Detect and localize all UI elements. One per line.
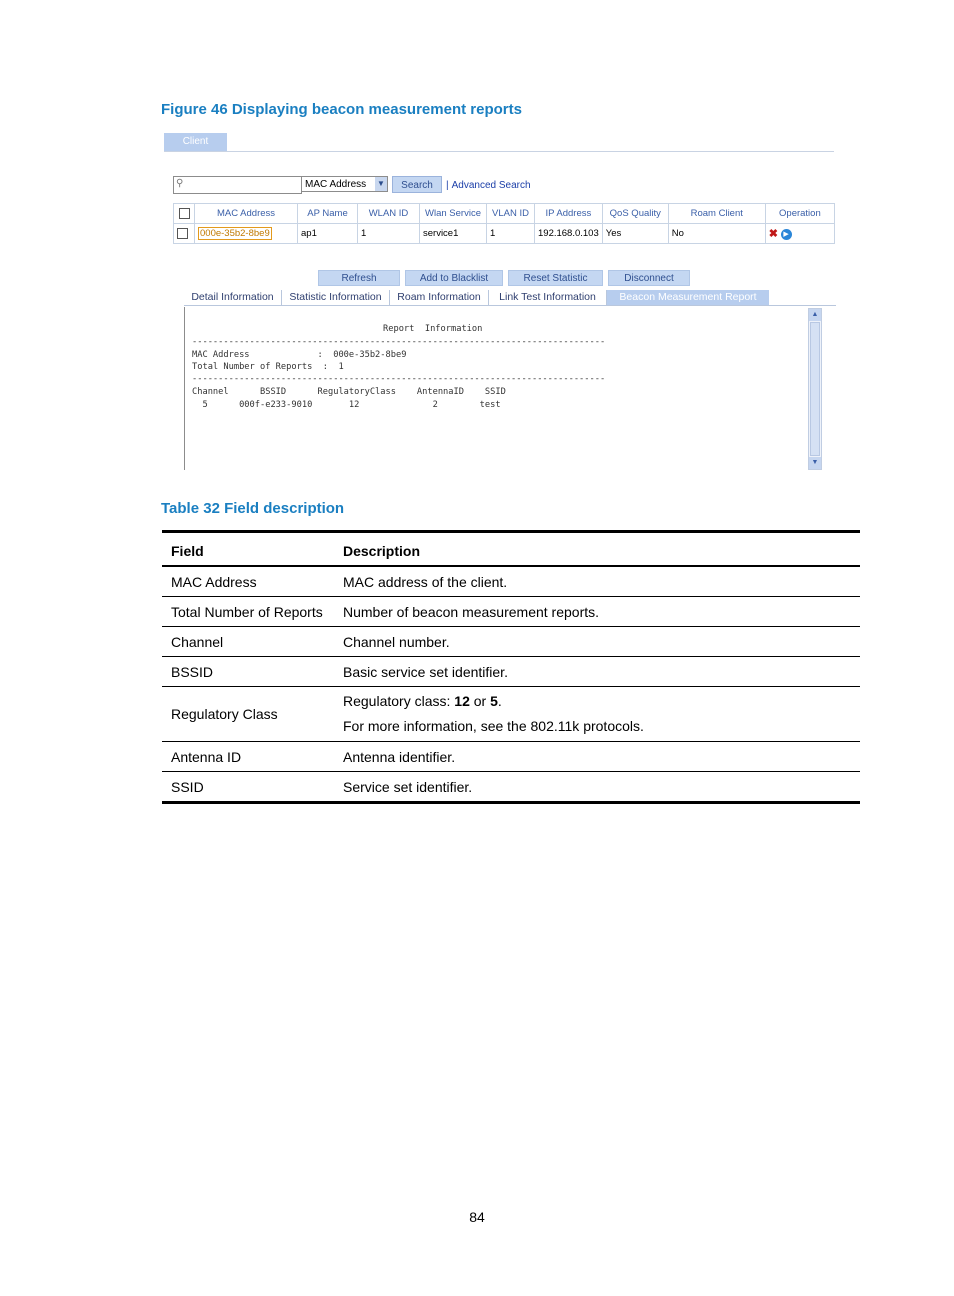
table-header-row bbox=[174, 204, 835, 224]
table-row bbox=[162, 597, 860, 627]
tab-statistic-information[interactable]: Statistic Information bbox=[282, 290, 390, 305]
report-column-header: Channel BSSID RegulatoryClass AntennaID SSID bbox=[192, 387, 506, 397]
field-cell: Total Number of Reports bbox=[162, 597, 334, 627]
mac-link[interactable]: 000e-35b2-8be9 bbox=[200, 228, 270, 239]
report-mac-line: MAC Address : 000e-35b2-8be9 bbox=[192, 350, 407, 360]
value-5: 5 bbox=[490, 693, 498, 709]
wlan-service-cell: service1 bbox=[420, 224, 487, 244]
subtab-divider bbox=[184, 305, 836, 306]
col-operation: Operation bbox=[765, 204, 834, 224]
report-separator: ------------------------------------------------------------------------------- bbox=[192, 337, 606, 347]
desc-cell: Basic service set identifier. bbox=[334, 657, 860, 687]
header-description: Description bbox=[334, 532, 860, 567]
client-table bbox=[173, 203, 835, 244]
desc-cell: MAC address of the client. bbox=[334, 566, 860, 597]
operation-cell bbox=[765, 224, 834, 244]
desc-cell: Number of beacon measurement reports. bbox=[334, 597, 860, 627]
field-cell: Regulatory Class bbox=[162, 687, 334, 742]
table-row bbox=[162, 566, 860, 597]
field-description-table bbox=[162, 530, 860, 804]
table-row bbox=[162, 742, 860, 772]
report-title: Report Information bbox=[383, 324, 483, 334]
desc-dot: . bbox=[497, 693, 502, 709]
page-number: 84 bbox=[469, 1209, 485, 1225]
table-row bbox=[162, 772, 860, 803]
report-scrollbar[interactable] bbox=[808, 308, 822, 470]
report-total-line: Total Number of Reports : 1 bbox=[192, 362, 344, 372]
col-roam[interactable]: Roam Client bbox=[668, 204, 765, 224]
tab-detail-information[interactable]: Detail Information bbox=[184, 290, 282, 305]
mac-cell[interactable] bbox=[195, 224, 298, 244]
desc-cell: Channel number. bbox=[334, 627, 860, 657]
header-field: Field bbox=[162, 532, 334, 567]
table-row bbox=[162, 657, 860, 687]
search-input[interactable] bbox=[173, 176, 302, 194]
scroll-down-icon[interactable]: ▼ bbox=[809, 457, 821, 469]
regulatory-class-line bbox=[343, 689, 860, 714]
field-cell: BSSID bbox=[162, 657, 334, 687]
tab-roam-information[interactable]: Roam Information bbox=[390, 290, 489, 305]
table-row[interactable] bbox=[174, 224, 835, 244]
report-text-area[interactable] bbox=[184, 307, 809, 470]
wlan-id-cell: 1 bbox=[358, 224, 420, 244]
desc-prefix: Regulatory class: bbox=[343, 693, 455, 709]
col-wlan-service[interactable]: Wlan Service bbox=[420, 204, 487, 224]
table-header-row bbox=[162, 532, 860, 567]
desc-cell: Service set identifier. bbox=[334, 772, 860, 803]
ip-cell: 192.168.0.103 bbox=[535, 224, 603, 244]
roam-cell: No bbox=[668, 224, 765, 244]
search-icon: ⚲ bbox=[176, 178, 184, 189]
col-mac[interactable]: MAC Address bbox=[195, 204, 298, 224]
reset-statistic-button[interactable]: Reset Statistic bbox=[508, 270, 603, 286]
qos-cell: Yes bbox=[602, 224, 668, 244]
tab-divider bbox=[164, 151, 834, 152]
scroll-thumb[interactable] bbox=[810, 322, 820, 456]
col-wlan-id[interactable]: WLAN ID bbox=[358, 204, 420, 224]
disconnect-icon[interactable]: ✖ bbox=[768, 228, 778, 240]
col-vlan-id[interactable]: VLAN ID bbox=[487, 204, 535, 224]
table-row bbox=[162, 627, 860, 657]
field-cell: SSID bbox=[162, 772, 334, 803]
tab-beacon-measurement-report[interactable]: Beacon Measurement Report bbox=[607, 290, 769, 305]
col-ip[interactable]: IP Address bbox=[535, 204, 603, 224]
field-cell: Channel bbox=[162, 627, 334, 657]
desc-cell bbox=[334, 687, 860, 742]
add-to-blacklist-button[interactable]: Add to Blacklist bbox=[405, 270, 503, 286]
tab-link-test-information[interactable]: Link Test Information bbox=[489, 290, 607, 305]
more-info-line: For more information, see the 802.11k protocols. bbox=[343, 718, 644, 734]
search-field-select[interactable] bbox=[301, 176, 388, 192]
report-separator-2: ------------------------------------------------------------------------------- bbox=[192, 374, 606, 384]
link-divider: | bbox=[446, 180, 449, 191]
col-qos[interactable]: QoS Quality bbox=[602, 204, 668, 224]
desc-cell: Antenna identifier. bbox=[334, 742, 860, 772]
field-cell: MAC Address bbox=[162, 566, 334, 597]
advanced-search-label[interactable]: Advanced Search bbox=[451, 180, 531, 191]
detail-arrow-icon[interactable]: ▶ bbox=[781, 229, 792, 240]
ap-name-cell: ap1 bbox=[298, 224, 358, 244]
refresh-button[interactable]: Refresh bbox=[318, 270, 400, 286]
select-all-checkbox[interactable] bbox=[179, 208, 190, 219]
tab-client[interactable]: Client bbox=[164, 133, 227, 151]
select-all-cell[interactable] bbox=[174, 204, 195, 224]
figure-caption: Figure 46 Displaying beacon measurement reports bbox=[161, 101, 522, 118]
col-ap-name[interactable]: AP Name bbox=[298, 204, 358, 224]
value-12: 12 bbox=[454, 693, 470, 709]
row-checkbox-cell[interactable] bbox=[174, 224, 195, 244]
chevron-down-icon[interactable]: ▼ bbox=[375, 177, 387, 191]
report-data-line: 5 000f-e233-9010 12 2 test bbox=[192, 400, 501, 410]
desc-or: or bbox=[469, 693, 491, 709]
table-caption: Table 32 Field description bbox=[161, 500, 345, 517]
table-row bbox=[162, 687, 860, 742]
scroll-up-icon[interactable]: ▲ bbox=[809, 309, 821, 321]
advanced-search-link[interactable] bbox=[446, 180, 531, 191]
vlan-id-cell: 1 bbox=[487, 224, 535, 244]
search-button[interactable]: Search bbox=[392, 176, 442, 193]
search-field-value: MAC Address bbox=[305, 179, 367, 190]
row-checkbox[interactable] bbox=[177, 228, 188, 239]
disconnect-button[interactable]: Disconnect bbox=[608, 270, 690, 286]
field-cell: Antenna ID bbox=[162, 742, 334, 772]
